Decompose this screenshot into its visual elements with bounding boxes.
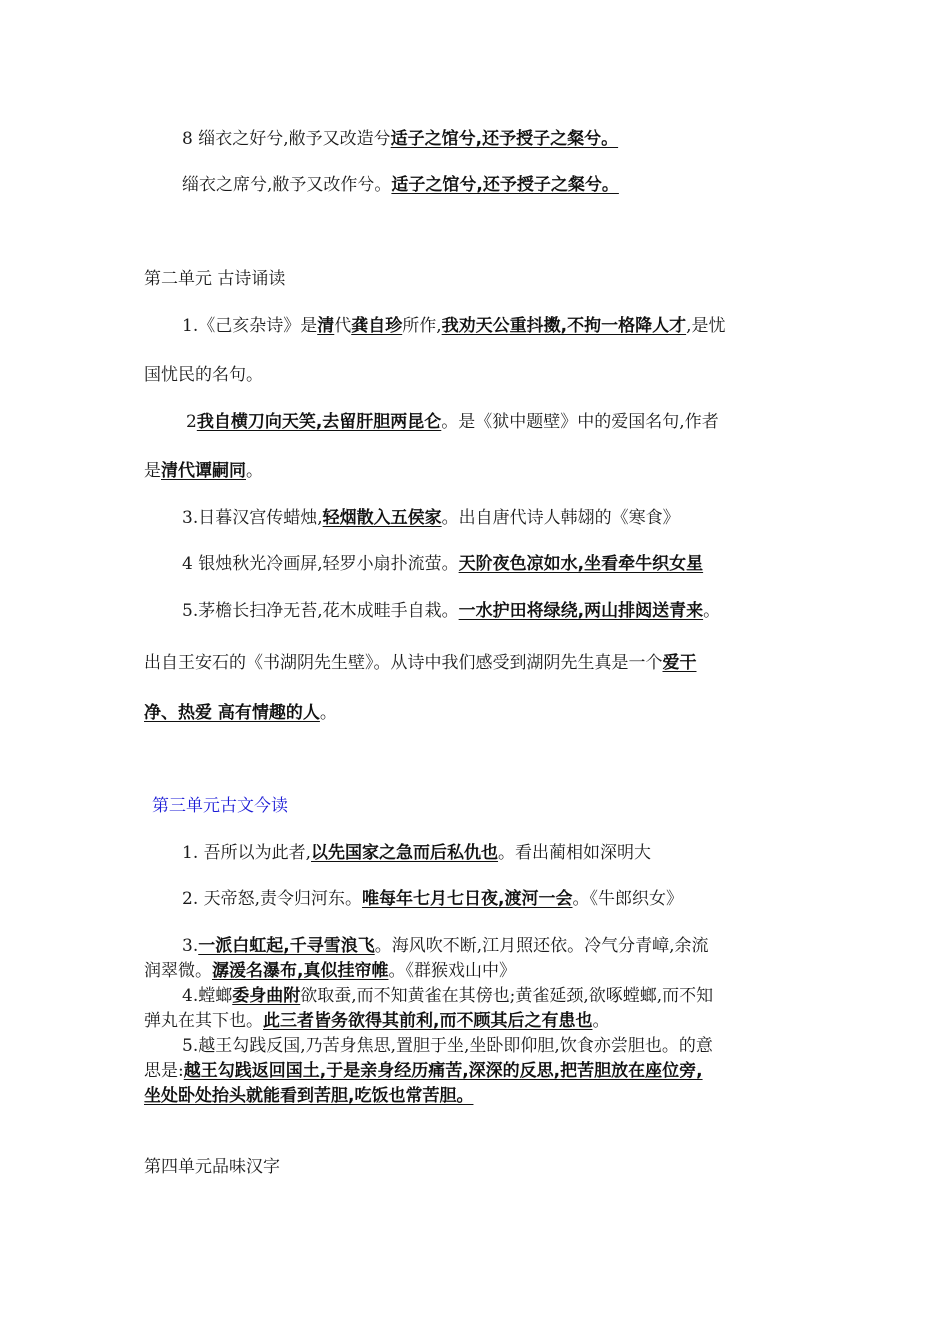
unit2-item5-line2 [144,652,697,674]
plain-text: 1. 吾所以为此者, [182,843,312,863]
plain-text: 3. [182,936,199,956]
plain-text: 思是: [144,1061,184,1081]
plain-text: 4 银烛秋光冷画屏,轻罗小扇扑流萤。 [182,554,459,574]
plain-text: 弹丸在其下也。 [144,1011,263,1031]
plain-text: 。《牛郎织女》 [572,889,683,909]
answer-text: 轻烟散入五侯家 [322,508,442,528]
plain-text: 3.日暮汉宫传蜡烛, [182,508,323,528]
unit1-item8-line1 [182,128,618,150]
unit2-item5-line3 [144,702,337,724]
answer-text: 爱干 [662,653,697,673]
plain-text: 。是《狱中题壁》中的爱国名句,作者 [441,412,719,432]
plain-text: 润翠微。 [144,961,212,981]
answer-text: 一水护田将绿绕,两山排闼送青来 [458,601,704,621]
unit2-item2-line2 [144,460,263,482]
plain-text: 代 [334,316,352,336]
plain-text: 。出自唐代诗人韩翃的《寒食》 [441,508,680,528]
answer-text: 潺湲名瀑布,真似挂帘帷 [212,961,389,981]
unit2-item5-line1 [182,600,720,622]
plain-text: 欲取蚕,而不知黄雀在其傍也;黄雀延颈,欲啄螳螂,而不知 [300,986,714,1006]
answer-text: 清代谭嗣同 [161,461,246,481]
plain-text: 所作, [402,316,442,336]
answer-text: 净、热爱 高有情趣的人 [144,703,320,723]
answer-text: 越王勾践返回国土,于是亲身经历痛苦,深深的反思,把苦胆放在座位旁, [183,1061,703,1081]
unit2-heading: 第二单元 古诗诵读 [144,269,286,289]
answer-text: 我自横刀向天笑,去留肝胆两昆仑 [196,412,442,432]
plain-text: 。 [319,703,337,723]
answer-text: 我劝天公重抖擞,不拘一格降人才 [441,316,687,336]
unit1-item8-line2 [182,174,619,196]
unit2-item1-line1 [182,315,726,337]
answer-text: 委身曲附 [232,986,301,1006]
plain-text: 1.《己亥杂诗》是 [182,316,318,336]
answer-text: 唯每年七月七日夜,渡河一会 [362,889,573,909]
plain-text: 。看出蔺相如深明大 [498,843,652,863]
unit3-item5-line3 [144,1085,473,1107]
plain-text: 4.螳螂 [182,986,233,1006]
plain-text: 。《群猴戏山中》 [388,961,516,981]
plain-text: 是 [144,461,161,481]
unit2-item3 [182,507,680,529]
answer-text: 天阶夜色凉如水,坐看牵牛织女星 [458,554,704,574]
plain-text: 。 [703,601,721,621]
plain-text: 。 [246,461,263,481]
plain-text: 。 [592,1011,610,1031]
unit3-item4-line1 [182,985,713,1007]
answer-text: 适子之馆兮,还予授子之粲兮。 [391,175,619,195]
answer-text: 清 [317,316,335,336]
answer-text: 坐处卧处抬头就能看到苦胆,吃饭也常苦胆。 [144,1086,474,1106]
unit3-heading: 第三单元古文今读 [152,796,288,816]
answer-text: 此三者皆务欲得其前利,而不顾其后之有患也 [263,1011,593,1031]
plain-text: 出自王安石的《书湖阴先生壁》。从诗中我们感受到湖阴先生真是一个 [144,653,663,673]
unit4-heading: 第四单元品味汉字 [144,1157,280,1177]
unit2-item1-line2: 国忧民的名句。 [144,365,263,385]
answer-text: 一派白虹起,千寻雪浪飞 [198,936,375,956]
unit2-item2-line1 [186,411,719,433]
plain-text: 。海风吹不断,江月照还依。冷气分青嶂,余流 [374,936,709,956]
unit3-item3-line2 [144,960,516,982]
unit3-item3-line1 [182,935,709,957]
answer-text: 以先国家之急而后私仇也 [311,843,499,863]
unit2-item4 [182,553,703,575]
answer-text: 适子之馆兮,还予授子之粲兮。 [390,129,619,149]
plain-text: 缁衣之席兮,敝予又改作兮。 [182,175,392,195]
unit3-item2 [182,888,683,910]
unit3-item1 [182,842,651,864]
plain-text: ,是忧 [686,316,726,336]
plain-text: 5.茅檐长扫净无苔,花木成畦手自栽。 [182,601,459,621]
unit3-item4-line2 [144,1010,609,1032]
plain-text: 2 [186,412,197,432]
unit3-item5-line1: 5.越王勾践反国,乃苦身焦思,置胆于坐,坐卧即仰胆,饮食亦尝胆也。的意 [182,1036,713,1056]
answer-text: 龚自珍 [351,316,403,336]
plain-text: 8 缁衣之好兮,敝予又改造兮 [182,129,391,149]
plain-text: 2. 天帝怒,责令归河东。 [182,889,363,909]
unit3-item5-line2 [144,1060,703,1082]
